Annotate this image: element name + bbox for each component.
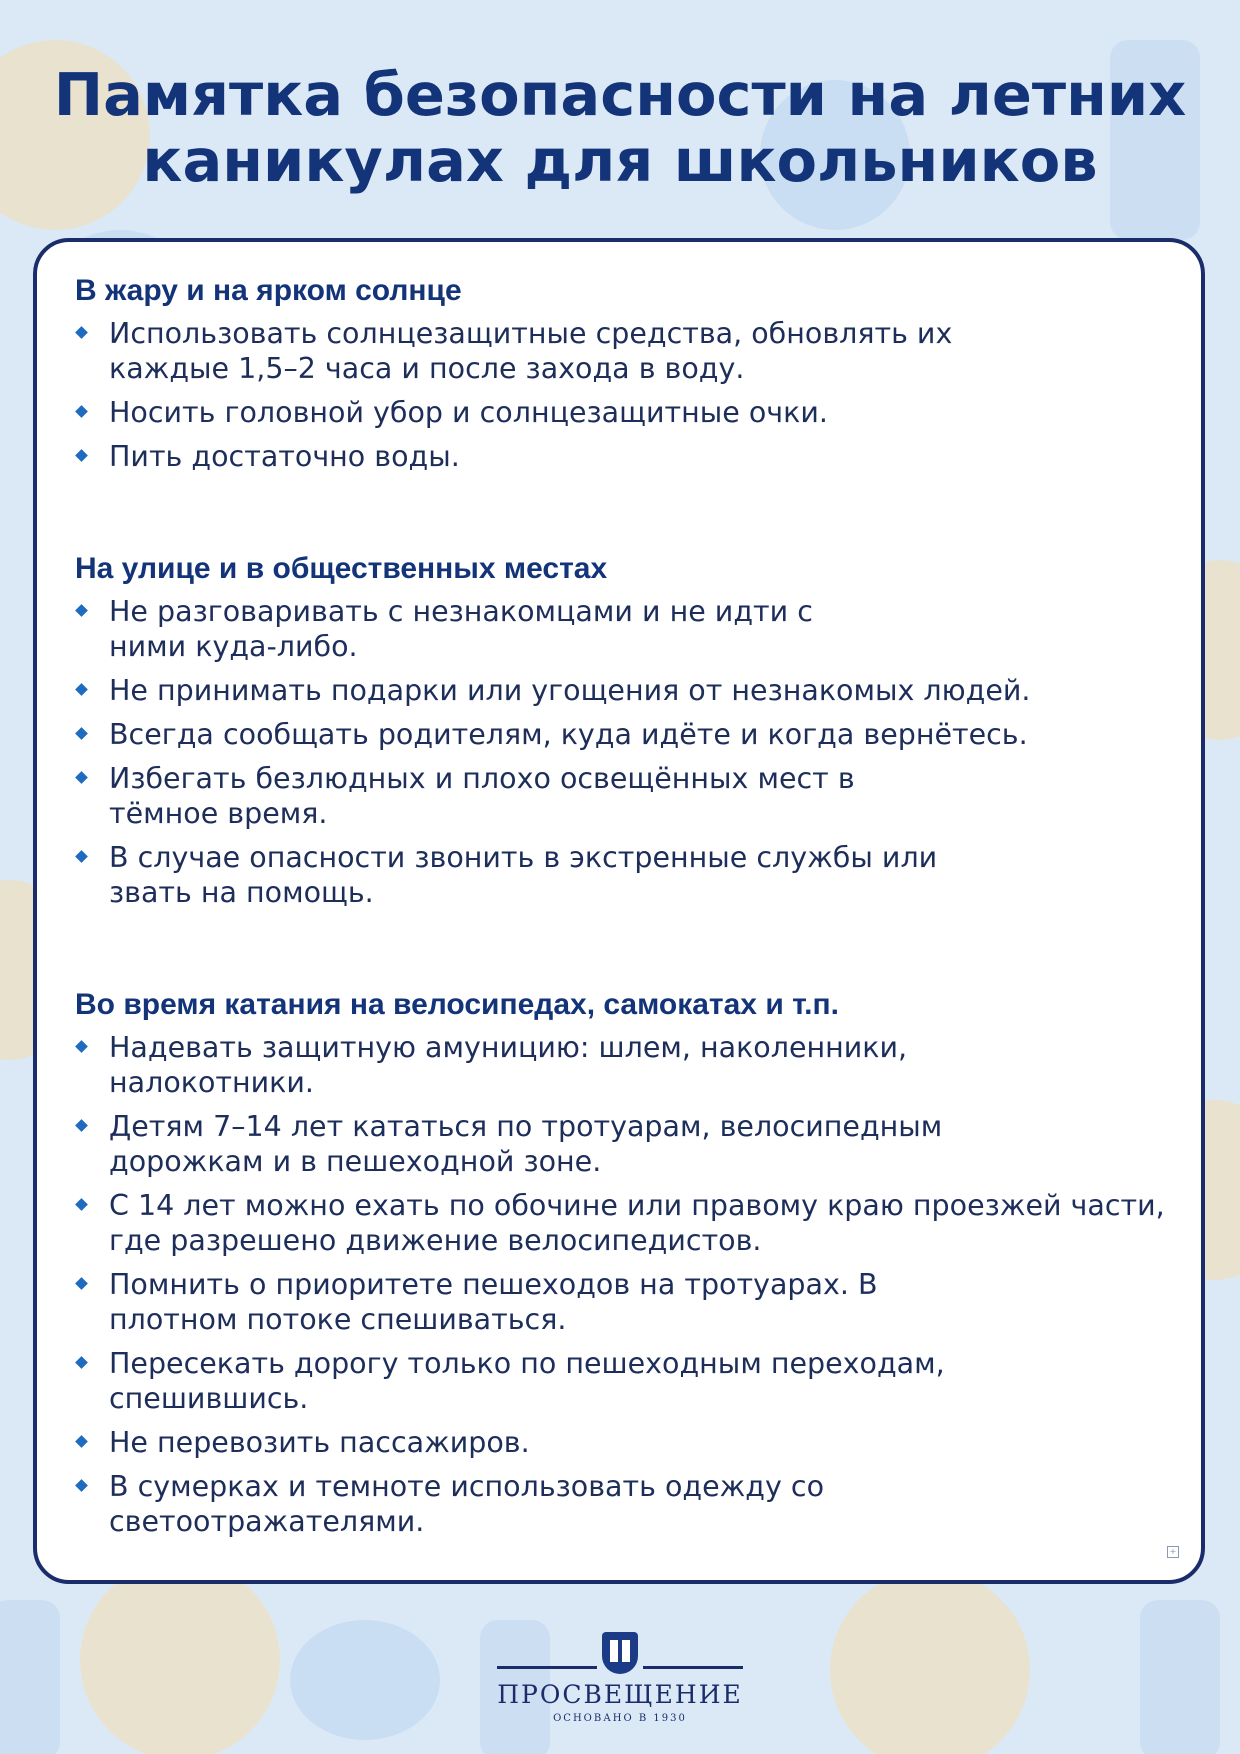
list-item: Не перевозить пассажиров. [75, 1425, 1175, 1460]
list-item: С 14 лет можно ехать по обочине или правому краю проезжей части, где разрешено движение велосипедистов. [75, 1188, 1169, 1258]
list-item: Избегать безлюдных и плохо освещённых мест в тёмное время. [75, 761, 909, 831]
list-item: Не принимать подарки или угощения от незнакомых людей. [75, 673, 1175, 708]
section-list [75, 594, 1175, 910]
list-item: Помнить о приоритете пешеходов на тротуарах. В плотном потоке спешиваться. [75, 1267, 969, 1337]
list-item: Надевать защитную амуницию: шлем, наколенники, налокотники. [75, 1030, 999, 1100]
list-item: Не разговаривать с незнакомцами и не идти с ними куда-либо. [75, 594, 869, 664]
shield-icon [602, 1632, 638, 1674]
page-title: Памятка безопасности на летних каникулах для школьников [53, 60, 1187, 195]
content-card [33, 238, 1205, 1584]
section-heading: В жару и на ярком солнце [75, 274, 462, 307]
publisher-logo [0, 1628, 1240, 1728]
logo-line-left [497, 1666, 597, 1669]
list-item: В сумерках и темноте использовать одежду со светоотражателями. [75, 1469, 889, 1539]
list-item: Пересекать дорогу только по пешеходным переходам, спешившись. [75, 1346, 1039, 1416]
list-item: Носить головной убор и солнцезащитные очки. [75, 395, 1175, 430]
logo-line-right [643, 1666, 743, 1669]
section-list [75, 316, 1175, 474]
publisher-name: ПРОСВЕЩЕНИЕ [497, 1680, 743, 1709]
list-item: В случае опасности звонить в экстренные службы или звать на помощь. [75, 840, 959, 910]
list-item: Пить достаточно воды. [75, 439, 1175, 474]
section-heading: На улице и в общественных местах [75, 552, 608, 585]
list-item: Всегда сообщать родителям, куда идёте и когда вернётесь. [75, 717, 1175, 752]
section-street [75, 550, 1175, 919]
list-item: Использовать солнцезащитные средства, обновлять их каждые 1,5–2 часа и после захода в воду. [75, 316, 1009, 386]
publisher-tagline: ОСНОВАНО В 1930 [553, 1713, 687, 1724]
section-cycling [75, 986, 1175, 1548]
section-heat [75, 272, 1175, 483]
expand-icon: + [1167, 1546, 1179, 1558]
list-item: Детям 7–14 лет кататься по тротуарам, велосипедным дорожкам и в пешеходной зоне. [75, 1109, 1009, 1179]
section-list [75, 1030, 1175, 1539]
section-heading: Во время катания на велосипедах, самокатах и т.п. [75, 988, 839, 1021]
